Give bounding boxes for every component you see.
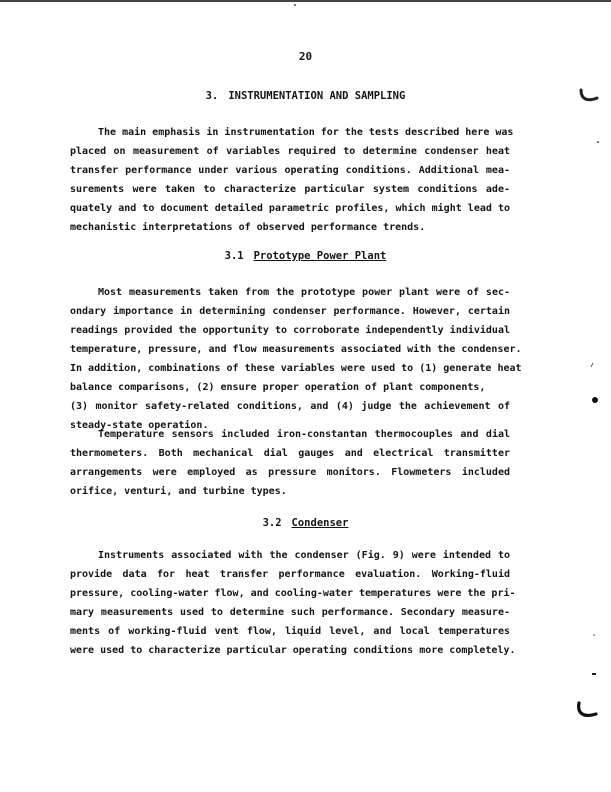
- subsection-number: 3.1: [224, 250, 244, 262]
- text-line: were used to characterize particular operating conditions more completely.: [70, 645, 516, 656]
- subsection-title: Condenser: [291, 517, 349, 529]
- text-line: Most measurements taken from the prototype power plant were of sec-: [98, 287, 510, 298]
- top-edge-rule: [0, 0, 611, 2]
- subsection-heading-condenser: [0, 517, 611, 529]
- text-line: quately and to document detailed parametric profiles, which might lead to: [70, 203, 510, 214]
- text-line: orifice, venturi, and turbine types.: [70, 486, 287, 497]
- text-line: provide data for heat transfer performance evaluation. Working-fluid: [70, 569, 510, 580]
- text-line: ments of working-fluid vent flow, liquid level, and local temperatures: [70, 626, 510, 637]
- text-line: Temperature sensors included iron-constantan thermocouples and dial: [98, 429, 510, 440]
- prototype-paragraph-1: [70, 283, 522, 435]
- scan-artifact-mark: [575, 700, 599, 722]
- text-line: placed on measurement of variables required to determine condenser heat: [70, 146, 510, 157]
- section-heading: [0, 90, 611, 102]
- text-line: mary measurements used to determine such performance. Secondary measure-: [70, 607, 510, 618]
- text-line: (3) monitor safety-related conditions, and (4) judge the achievement of: [70, 401, 510, 412]
- text-line: Instruments associated with the condenser (Fig. 9) were intended to: [98, 550, 510, 561]
- text-line: readings provided the opportunity to corroborate independently individual: [70, 325, 510, 336]
- text-line: In addition, combinations of these variables were used to (1) generate heat: [70, 363, 522, 374]
- text-line: pressure, cooling-water flow, and cooling-water temperatures were the pri-: [70, 588, 516, 599]
- text-line: thermometers. Both mechanical dial gauges and electrical transmitter: [70, 448, 510, 459]
- text-line: The main emphasis in instrumentation for the tests described here was: [98, 127, 514, 138]
- subsection-number: 3.2: [262, 517, 282, 529]
- text-line: balance comparisons, (2) ensure proper operation of plant components,: [70, 382, 486, 393]
- text-line: temperature, pressure, and flow measurements associated with the condenser.: [70, 344, 522, 355]
- scan-speck: [591, 672, 597, 676]
- text-line: surements were taken to characterize particular system conditions ade-: [70, 184, 510, 195]
- subsection-title: Prototype Power Plant: [253, 250, 387, 262]
- scan-speck: [591, 396, 599, 404]
- page-number: 20: [298, 50, 313, 63]
- intro-paragraph: [70, 123, 514, 237]
- section-number: 3.: [205, 90, 219, 102]
- section-title: INSTRUMENTATION AND SAMPLING: [228, 90, 406, 102]
- scan-speck: [592, 633, 596, 637]
- scan-artifact-mark: [578, 88, 600, 104]
- condenser-paragraph: [70, 546, 516, 660]
- scan-speck: [294, 4, 296, 6]
- text-line: ondary importance in determining condenser performance. However, certain: [70, 306, 510, 317]
- text-line: transfer performance under various operating conditions. Additional mea-: [70, 165, 510, 176]
- scan-speck: [590, 362, 594, 368]
- subsection-heading-prototype: [0, 250, 611, 262]
- text-line: arrangements were employed as pressure monitors. Flowmeters included: [70, 467, 510, 478]
- prototype-paragraph-2: [70, 425, 510, 501]
- scan-speck: [596, 140, 600, 144]
- text-line: steady-state operation.: [70, 420, 209, 431]
- text-line: mechanistic interpretations of observed performance trends.: [70, 222, 426, 233]
